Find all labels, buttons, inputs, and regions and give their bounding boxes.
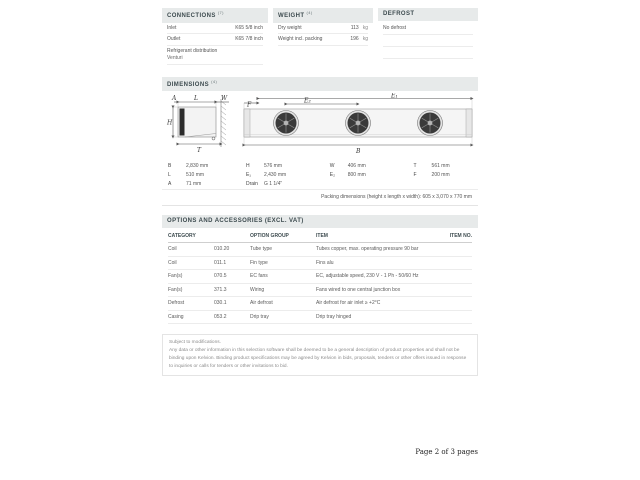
fan-2 xyxy=(346,111,371,136)
options-section xyxy=(162,215,478,324)
dimensions-footnote: (4) xyxy=(211,78,218,84)
weight-section xyxy=(273,8,373,46)
weight-header xyxy=(273,8,373,23)
table-row: Coil 011.1 Fin type Fins alu xyxy=(168,257,472,271)
page-number: Page 2 of 3 pages xyxy=(415,448,478,456)
table-row: Fan(s) 371.3 Wiring Fans wired to one central junction box xyxy=(168,284,472,298)
dimensions-drawing xyxy=(166,93,474,155)
connections-header xyxy=(162,8,268,23)
options-table xyxy=(162,228,478,325)
defrost-empty-row xyxy=(383,47,473,59)
defrost-empty-row xyxy=(383,35,473,47)
row-label: Refrigerant distribution xyxy=(167,47,218,54)
dim-label-f: F xyxy=(247,101,252,109)
col-item: ITEM xyxy=(316,232,328,239)
connections-section xyxy=(162,8,268,65)
dim-label-a: A xyxy=(172,95,177,103)
row-value: Venturi xyxy=(167,55,183,62)
disclaimer-line1: Subject to modifications. xyxy=(169,340,221,346)
connections-row-refrigerant-distribution xyxy=(167,46,263,65)
row-unit: kg xyxy=(362,36,368,43)
dim-l: L 510 mm xyxy=(168,172,205,179)
top-section-row xyxy=(162,8,478,65)
dim-label-l: L xyxy=(194,95,198,103)
row-value: K65 7/8 inch xyxy=(235,36,263,43)
packing-dimensions: Packing dimensions (height x length x width): 605 x 3,070 x 770 mm xyxy=(162,190,478,206)
row-unit: kg xyxy=(362,24,368,31)
dimension-values xyxy=(162,160,478,190)
connections-title: CONNECTIONS xyxy=(167,13,216,19)
dim-label-t: T xyxy=(197,147,202,155)
weight-row-packing xyxy=(278,34,368,46)
defrost-section xyxy=(378,8,478,59)
col-option-group: OPTION GROUP xyxy=(250,232,289,239)
dim-label-w: W xyxy=(221,95,228,103)
datasheet-page xyxy=(162,8,478,376)
dim-label-b: B xyxy=(356,148,361,156)
dimensions-title: DIMENSIONS xyxy=(167,81,210,88)
dim-a: A 71 mm xyxy=(168,181,202,188)
weight-footnote: (4) xyxy=(306,10,313,15)
options-title: OPTIONS AND ACCESSORIES (EXCL. VAT) xyxy=(167,218,304,225)
row-label: Weight incl. packing xyxy=(278,36,323,43)
dim-f: F 200 mm xyxy=(413,172,450,179)
dim-e2: E₂ 800 mm xyxy=(329,172,366,179)
row-label: Outlet xyxy=(167,36,181,43)
row-value: 196 xyxy=(350,36,359,43)
connections-row-inlet xyxy=(167,23,263,35)
dim-drain: Drain G 1 1/4" xyxy=(245,181,283,188)
coil-block xyxy=(180,109,185,136)
table-row: Fan(s) 070.5 EC fans EC, adjustable speed, 230 V - 1 Ph - 50/60 Hz xyxy=(168,270,472,284)
options-table-header xyxy=(168,228,472,244)
row-label: Inlet xyxy=(167,24,177,31)
dim-label-e2: E₂ xyxy=(304,97,311,105)
col-category: CATEGORY xyxy=(168,232,196,239)
weight-title: WEIGHT xyxy=(278,13,305,19)
drain-symbol xyxy=(212,137,215,140)
dim-b: B 2,830 mm xyxy=(168,163,209,170)
dim-h: H 576 mm xyxy=(245,163,283,170)
row-value: 113 xyxy=(350,24,359,31)
dim-label-h: H xyxy=(167,119,173,127)
weight-row-dry xyxy=(278,23,368,35)
disclaimer-line2: Any data or other information in this selection software shall be deemed to be a general description of product properties and shall not be binding upon Kelvion. Binding product specifications may be agreed by Kelvion in bids, proposals, tenders or other offers issued in response to inquiries or calls for tenders or other invitations to bid. xyxy=(169,348,467,369)
connections-footnote: (7) xyxy=(217,10,224,15)
row-label: Dry weight xyxy=(278,24,302,31)
defrost-note: No defrost xyxy=(383,21,473,35)
disclaimer-text xyxy=(162,334,478,376)
table-row: Casing 053.2 Drip tray Drip tray hinged xyxy=(168,311,472,325)
dimensions-diagram xyxy=(162,91,478,160)
front-view xyxy=(244,93,472,155)
col-item-no: ITEM NO. xyxy=(449,232,472,239)
connections-row-outlet xyxy=(167,34,263,46)
row-value: K65 5/8 inch xyxy=(235,24,263,31)
dimensions-section xyxy=(162,77,478,207)
defrost-title: DEFROST xyxy=(383,11,415,17)
dim-label-e1: E₁ xyxy=(391,93,398,100)
side-view xyxy=(166,95,229,154)
fan-3 xyxy=(418,111,443,136)
dim-w: W 406 mm xyxy=(329,163,366,170)
table-row: Coil 010.20 Tube type Tubes copper, max. operating pressure 90 bar xyxy=(168,243,472,257)
dim-e1: E₁ 2,430 mm xyxy=(245,172,287,179)
fan-1 xyxy=(274,111,299,136)
dimensions-header xyxy=(162,77,478,92)
defrost-header xyxy=(378,8,478,21)
options-header xyxy=(162,215,478,228)
dim-t: T 561 mm xyxy=(413,163,450,170)
table-row: Defrost 030.1 Air defrost Air defrost for air inlet ≥ +2°C xyxy=(168,297,472,311)
